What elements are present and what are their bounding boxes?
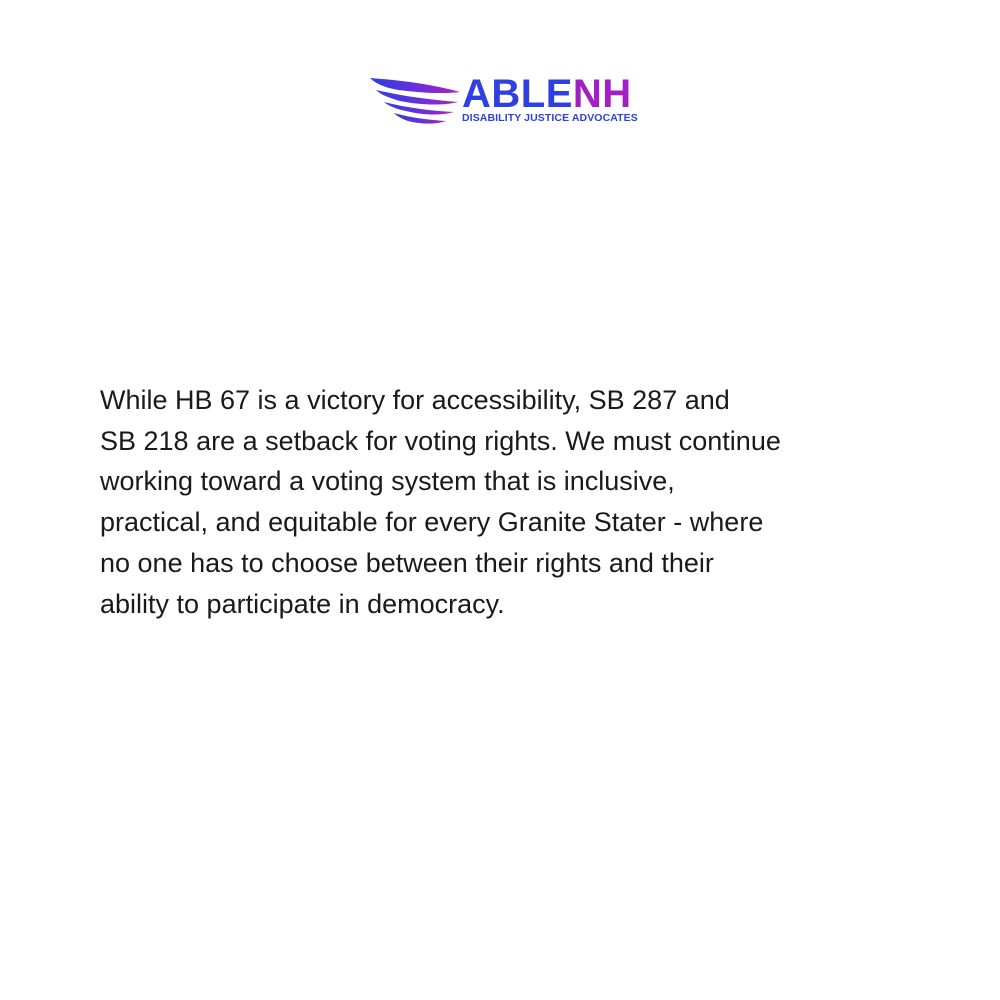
statement-line: SB 218 are a setback for voting rights. We must continue bbox=[100, 425, 781, 456]
logo-tagline: DISABILITY JUSTICE ADVOCATES bbox=[462, 112, 638, 124]
logo-wordmark bbox=[462, 72, 632, 116]
ablenh-logo bbox=[370, 72, 638, 130]
wing-logo-icon bbox=[370, 74, 466, 128]
statement-line: ability to participate in democracy. bbox=[100, 588, 505, 619]
statement-line: While HB 67 is a victory for accessibility, SB 287 and bbox=[100, 385, 730, 415]
logo-wordmark-nh: NH bbox=[572, 72, 632, 116]
statement-line: practical, and equitable for every Granite Stater - where bbox=[100, 507, 764, 538]
statement-line: working toward a voting system that is inclusive, bbox=[100, 466, 675, 497]
logo-wordmark-able: ABLE bbox=[462, 72, 573, 116]
statement-paragraph bbox=[100, 380, 920, 624]
statement-line: no one has to choose between their rights and their bbox=[100, 547, 714, 578]
